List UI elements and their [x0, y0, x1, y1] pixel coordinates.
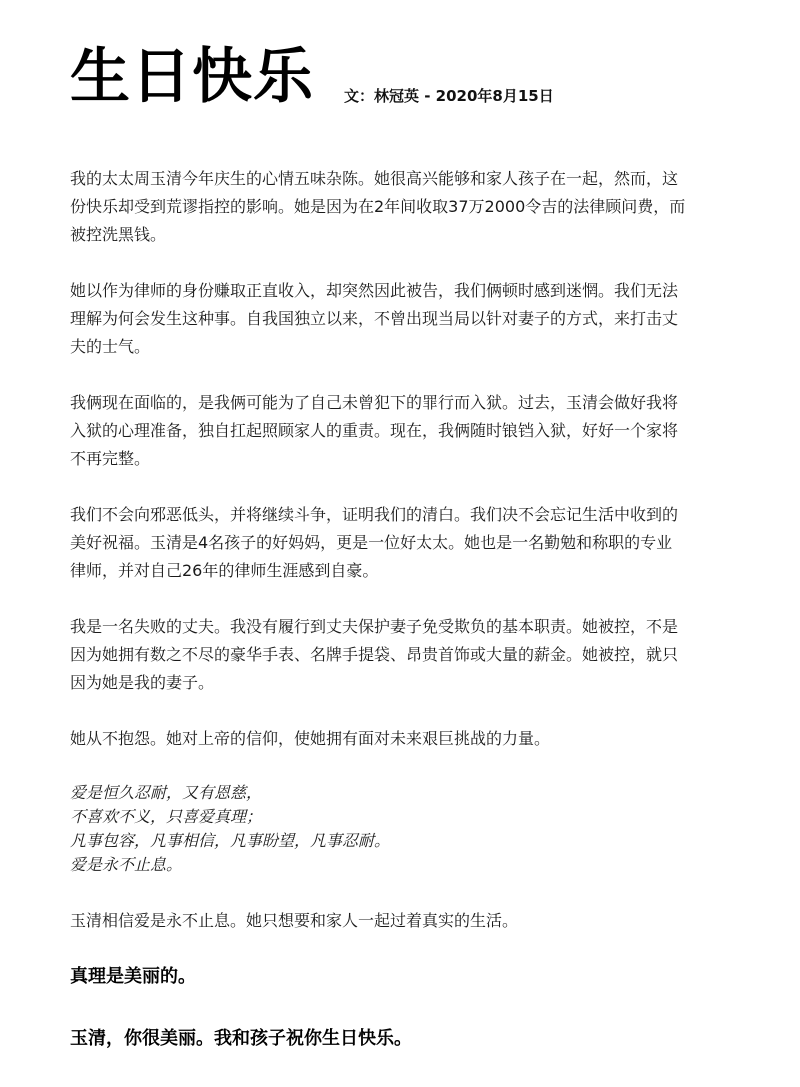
closing-line-2: 玉清，你很美丽。我和孩子祝你生日快乐。 [70, 1028, 412, 1049]
page-title: 生日快乐 [70, 42, 314, 112]
closing-line-1: 真理是美丽的。 [70, 966, 196, 987]
paragraph-line: 我们不会向邪恶低头，并将继续斗争，证明我们的清白。我们决不会忘记生活中收到的 [70, 505, 679, 524]
byline: 文：林冠英 - 2020年8月15日 [344, 87, 554, 105]
paragraph-line: 因为她拥有数之不尽的豪华手表、名牌手提袋、昂贵首饰或大量的薪金。她被控，就只 [70, 645, 679, 664]
paragraph-line: 律师，并对自己26年的律师生涯感到自豪。 [70, 561, 379, 580]
paragraph-line: 她以作为律师的身份赚取正直收入，却突然因此被告，我们俩顿时感到迷惘。我们无法 [70, 281, 679, 300]
quote-line: 不喜欢不义，只喜爱真理； [70, 807, 263, 826]
quote-line: 凡事包容，凡事相信，凡事盼望，凡事忍耐。 [70, 831, 391, 850]
paragraph-line: 我俩现在面临的，是我俩可能为了自己未曾犯下的罪行而入狱。过去，玉清会做好我将 [70, 393, 679, 412]
quote-line: 爱是永不止息。 [70, 855, 183, 874]
paragraph-line: 入狱的心理准备，独自扛起照顾家人的重责。现在，我俩随时锒铛入狱，好好一个家将 [70, 421, 679, 440]
header [70, 42, 554, 112]
paragraph-line: 我是一名失败的丈夫。我没有履行到丈夫保护妻子免受欺负的基本职责。她被控，不是 [70, 617, 679, 636]
paragraph-line: 美好祝福。玉清是4名孩子的好妈妈，更是一位好太太。她也是一名勤勉和称职的专业 [70, 533, 673, 552]
paragraph-1 [70, 165, 730, 249]
final-paragraph: 玉清相信爱是永不止息。她只想要和家人一起过着真实的生活。 [70, 911, 519, 930]
paragraph-line: 夫的士气。 [70, 337, 151, 356]
paragraph-3 [70, 389, 730, 473]
quote-line: 爱是恒久忍耐，又有恩慈， [70, 783, 263, 802]
paragraph-2 [70, 277, 730, 361]
paragraph-line: 被控洗黑钱。 [70, 225, 167, 244]
paragraph-line: 因为她是我的妻子。 [70, 673, 215, 692]
paragraph-5 [70, 613, 730, 697]
paragraph-line: 她从不抱怨。她对上帝的信仰，使她拥有面对未来艰巨挑战的力量。 [70, 729, 551, 748]
scripture-quote [70, 781, 730, 877]
paragraph-6 [70, 725, 730, 753]
paragraph-line: 不再完整。 [70, 449, 151, 468]
article-body [70, 165, 730, 1087]
paragraph-line: 我的太太周玉清今年庆生的心情五味杂陈。她很高兴能够和家人孩子在一起，然而，这 [70, 169, 679, 188]
paragraph-line: 理解为何会发生这种事。自我国独立以来，不曾出现当局以针对妻子的方式，来打击丈 [70, 309, 679, 328]
paragraph-4 [70, 501, 730, 585]
paragraph-line: 份快乐却受到荒谬指控的影响。她是因为在2年间收取37万2000令吉的法律顾问费，而 [70, 197, 686, 216]
